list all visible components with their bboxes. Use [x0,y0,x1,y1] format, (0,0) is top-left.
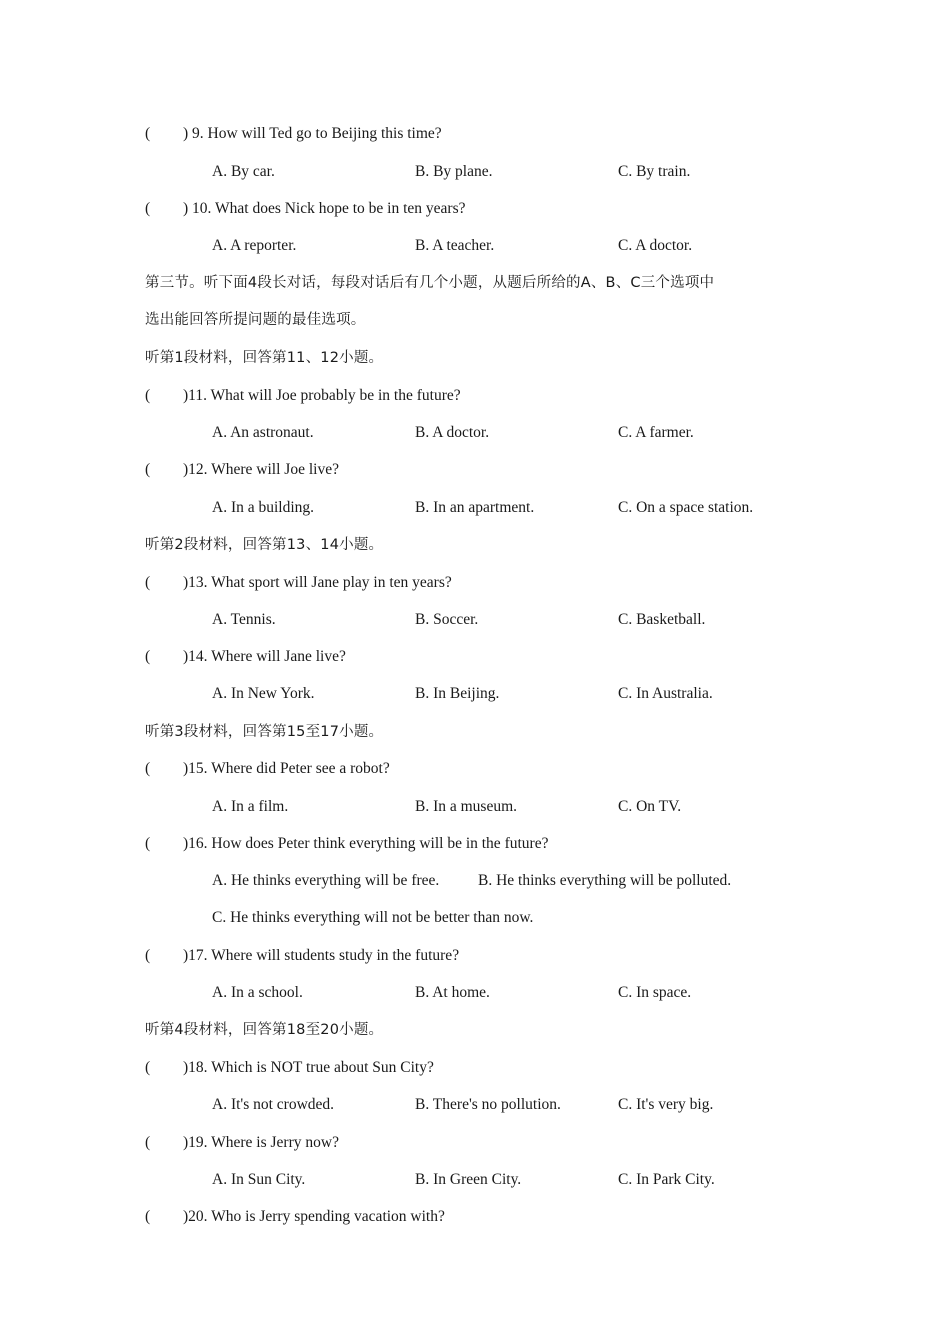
answer-paren: ( [145,574,151,591]
question-text: )15. Where did Peter see a robot? [183,760,390,777]
question-text: )19. Where is Jerry now? [183,1134,339,1151]
option-a: A. In a film. [212,798,289,815]
question-text: )14. Where will Jane live? [183,648,346,665]
passage-2-heading [0,533,950,557]
question-18-options [0,1093,950,1117]
option-c: C. On TV. [618,798,682,815]
option-b: B. In Beijing. [415,685,500,702]
answer-paren: ( [145,648,151,665]
question-10-options [0,234,950,258]
question-18 [0,1056,950,1080]
option-c: C. By train. [618,163,691,180]
passage-3-heading [0,720,950,744]
option-c: C. A farmer. [618,424,694,441]
answer-paren: ( [145,947,151,964]
question-15-options [0,795,950,819]
question-11-options [0,421,950,445]
option-c: C. A doctor. [618,237,693,254]
question-text: )17. Where will students study in the future? [183,947,460,964]
section-3-instruction [0,271,950,295]
question-16-options-cont [0,906,950,930]
question-text: ) 9. How will Ted go to Beijing this time? [183,125,442,142]
option-a: A. By car. [212,163,275,180]
question-9 [0,122,950,146]
passage-1-heading [0,346,950,370]
option-a: A. In a school. [212,984,303,1001]
question-12-options [0,496,950,520]
option-c: C. Basketball. [618,611,706,628]
option-b: B. In a museum. [415,798,518,815]
passage-heading: 听第2段材料，回答第13、14小题。 [145,537,384,553]
option-b: B. He thinks everything will be polluted. [478,872,732,889]
answer-paren: ( [145,461,151,478]
passage-heading: 听第4段材料，回答第18至20小题。 [145,1022,384,1038]
option-b: B. There's no pollution. [415,1096,561,1113]
option-c: C. He thinks everything will not be better than now. [212,909,534,926]
question-13-options [0,608,950,632]
answer-paren: ( [145,760,151,777]
option-a: A. In New York. [212,685,315,702]
option-a: A. Tennis. [212,611,276,628]
question-text: )11. What will Joe probably be in the future? [183,387,461,404]
question-16 [0,832,950,856]
question-9-options [0,160,950,184]
question-11 [0,384,950,408]
question-17 [0,944,950,968]
option-c: C. In space. [618,984,692,1001]
option-c: C. In Australia. [618,685,713,702]
option-a: A. He thinks everything will be free. [212,872,440,889]
option-b: B. A doctor. [415,424,490,441]
answer-paren: ( [145,387,151,404]
passage-heading: 听第1段材料，回答第11、12小题。 [145,350,384,366]
option-a: A. It's not crowded. [212,1096,335,1113]
question-text: )13. What sport will Jane play in ten years? [183,574,452,591]
option-c: C. In Park City. [618,1171,715,1188]
question-text: )20. Who is Jerry spending vacation with? [183,1208,445,1225]
instruction-line-1: 第三节。听下面4段长对话，每段对话后有几个小题，从题后所给的A、B、C三个选项中 [145,275,715,291]
question-14-options [0,682,950,706]
option-a: A. An astronaut. [212,424,314,441]
question-20 [0,1205,950,1229]
question-12 [0,458,950,482]
answer-paren: ( [145,1134,151,1151]
answer-paren: ( [145,835,151,852]
answer-paren: ( [145,1208,151,1225]
option-c: C. It's very big. [618,1096,714,1113]
option-b: B. In an apartment. [415,499,535,516]
option-b: B. A teacher. [415,237,495,254]
question-14 [0,645,950,669]
question-19-options [0,1168,950,1192]
option-b: B. At home. [415,984,490,1001]
question-16-options [0,869,950,893]
answer-paren: ( [145,200,151,217]
question-text: )18. Which is NOT true about Sun City? [183,1059,434,1076]
answer-paren: ( [145,1059,151,1076]
option-a: A. A reporter. [212,237,297,254]
answer-paren: ( [145,125,151,142]
section-3-instruction-cont [0,308,950,332]
instruction-line-2: 选出能回答所提问题的最佳选项。 [145,312,366,328]
option-a: A. In Sun City. [212,1171,306,1188]
question-19 [0,1131,950,1155]
option-c: C. On a space station. [618,499,754,516]
question-text: ) 10. What does Nick hope to be in ten years? [183,200,466,217]
option-a: A. In a building. [212,499,315,516]
option-b: B. By plane. [415,163,493,180]
option-b: B. In Green City. [415,1171,522,1188]
passage-4-heading [0,1018,950,1042]
question-10 [0,197,950,221]
question-13 [0,571,950,595]
question-15 [0,757,950,781]
passage-heading: 听第3段材料，回答第15至17小题。 [145,724,384,740]
question-17-options [0,981,950,1005]
question-text: )12. Where will Joe live? [183,461,339,478]
option-b: B. Soccer. [415,611,479,628]
question-text: )16. How does Peter think everything will be in the future? [183,835,549,852]
